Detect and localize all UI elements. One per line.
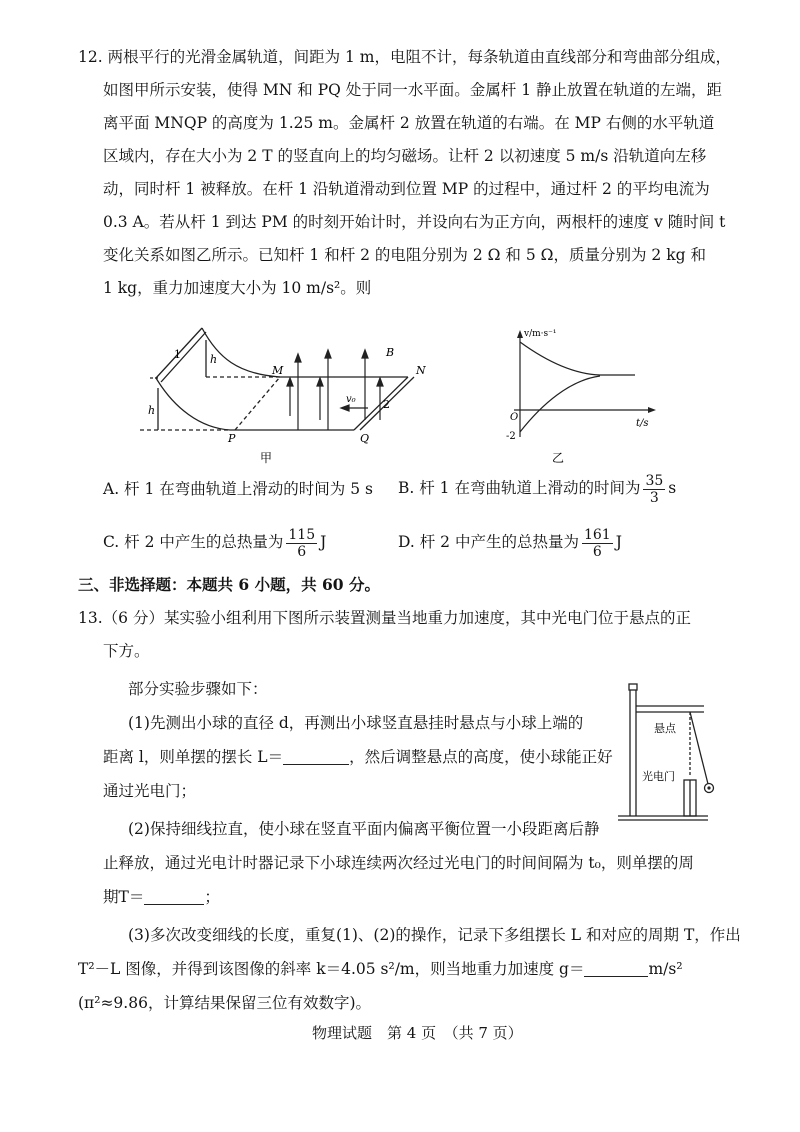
label-h-bottom: h [148, 404, 156, 417]
figure-pendulum [608, 680, 718, 840]
curve-rod1 [520, 376, 600, 432]
q13-step1-a: (1)先测出小球的直径 d，再测出小球竖直悬挂时悬点与小球上端的 [128, 714, 584, 732]
label-v0: v₀ [346, 394, 356, 405]
option-d-num: 161 [583, 526, 611, 543]
label-Q: Q [360, 432, 370, 445]
q13-step3-c: (π²≈9.86，计算结果保留三位有效数字)。 [78, 994, 371, 1012]
option-c-fraction [286, 527, 317, 560]
option-a: A. 杆 1 在弯曲轨道上滑动的时间为 5 s [103, 480, 373, 498]
q13-step3-b-pre: T²－L 图像，并得到该图像的斜率 k＝4.05 s²/m，则当地重力加速度 g＝ [78, 960, 585, 978]
q13-step2-a: (2)保持细线拉直，使小球在竖直平面内偏离平衡位置一小段距离后静 [128, 820, 600, 838]
origin-label: O [510, 412, 519, 423]
option-b-fraction [643, 473, 665, 506]
magnetic-field-arrows [287, 350, 383, 430]
x-axis-label: t/s [636, 418, 649, 429]
q13-step2-c-pre: 期T＝ [103, 888, 145, 906]
section-3-heading: 三、非选择题：本题共 6 小题，共 60 分。 [78, 575, 380, 594]
q13-line-2: 下方。 [103, 642, 150, 660]
page-footer: 物理试题 第 4 页 （共 7 页） [312, 1024, 523, 1042]
blank-pendulum-length[interactable] [283, 750, 349, 765]
option-c-text: C. 杆 2 中产生的总热量为 [103, 533, 284, 551]
figure-jia [140, 320, 440, 470]
figure-yi [500, 322, 670, 470]
q12-line-7: 变化关系如图乙所示。已知杆 1 和杆 2 的电阻分别为 2 Ω 和 5 Ω，质量分别为 2 kg 和 [103, 246, 706, 264]
option-b-text: B. 杆 1 在弯曲轨道上滑动的时间为 [398, 479, 641, 497]
label-M: M [272, 364, 284, 377]
option-d-unit: J [615, 533, 622, 551]
option-c [103, 524, 326, 560]
upper-rail [202, 328, 408, 377]
q13-step1-c: 通过光电门； [103, 782, 197, 800]
option-c-den: 6 [297, 543, 307, 560]
q12-line-8: 1 kg，重力加速度大小为 10 m/s²。则 [103, 279, 372, 297]
q13-step2-b: 止释放，通过光电计时器记录下小球连续两次经过光电门的时间间隔为 t₀，则单摆的周 [103, 854, 694, 872]
option-c-unit: J [320, 533, 327, 551]
q13-step3-b-unit: m/s² [648, 960, 683, 978]
label-P: P [228, 432, 236, 445]
option-b-unit: s [668, 479, 677, 497]
q13-step3-a: (3)多次改变细线的长度，重复(1)、(2)的操作，记录下多组摆长 L 和对应的周期 T，作出 [128, 926, 741, 944]
option-d-text: D. 杆 2 中产生的总热量为 [398, 533, 579, 551]
label-N: N [416, 364, 426, 377]
option-c-num: 115 [288, 526, 316, 543]
tick-minus-2: -2 [506, 431, 516, 442]
q13-step2-c [103, 886, 220, 908]
blank-period[interactable] [144, 890, 204, 905]
q12-line-1: 12. 两根平行的光滑金属轨道，间距为 1 m，电阻不计，每条轨道由直线部分和弯曲部分组成， [78, 48, 731, 66]
option-b-den: 3 [649, 489, 659, 506]
q13-step3-b [78, 958, 683, 980]
caption-yi: 乙 [552, 451, 565, 465]
q13-step1-b [103, 746, 613, 768]
option-d [398, 524, 622, 560]
caption-jia: 甲 [260, 451, 273, 465]
lower-rail [156, 378, 354, 430]
q12-line-4: 区域内，存在大小为 2 T 的竖直向上的均匀磁场。让杆 2 以初速度 5 m/s 沿轨道向左移 [103, 147, 707, 165]
q12-line-3: 离平面 MNQP 的高度为 1.25 m。金属杆 2 放置在轨道的右端。在 MP 右侧的水平轨道 [103, 114, 715, 132]
q13-step1-b-pre: 距离 l，则单摆的摆长 L＝ [103, 748, 284, 766]
label-B: B [386, 346, 395, 359]
option-d-den: 6 [592, 543, 602, 560]
label-rod-1: 1 [174, 348, 181, 361]
label-photogate: 光电门 [642, 770, 675, 783]
q13-intro: 部分实验步骤如下： [128, 680, 268, 698]
label-rod-2: 2 [383, 398, 390, 411]
option-d-fraction [582, 527, 613, 560]
q12-line-2: 如图甲所示安装，使得 MN 和 PQ 处于同一水平面。金属杆 1 静止放置在轨道的左端，距 [103, 81, 722, 99]
label-pivot: 悬点 [654, 722, 676, 735]
option-b-num: 35 [645, 472, 664, 489]
y-axis-label: v/m·s⁻¹ [524, 329, 557, 339]
q13-step2-c-post: ； [204, 888, 220, 906]
q12-line-6: 0.3 A。若从杆 1 到达 PM 的时刻开始计时，并设向右为正方向，两根杆的速度 v 随时间 t [103, 213, 726, 231]
q13-step1-b-post: ，然后调整悬点的高度，使小球能正好 [349, 748, 613, 766]
q12-line-5: 动，同时杆 1 被释放。在杆 1 沿轨道滑动到位置 MP 的过程中，通过杆 2 的平均电流为 [103, 180, 710, 198]
curve-rod2 [520, 342, 635, 375]
blank-gravity[interactable] [584, 962, 648, 977]
q13-line-1: 13.（6 分）某实验小组利用下图所示装置测量当地重力加速度，其中光电门位于悬点的正 [78, 609, 691, 627]
label-h-top: h [210, 353, 218, 366]
option-b [398, 470, 676, 506]
